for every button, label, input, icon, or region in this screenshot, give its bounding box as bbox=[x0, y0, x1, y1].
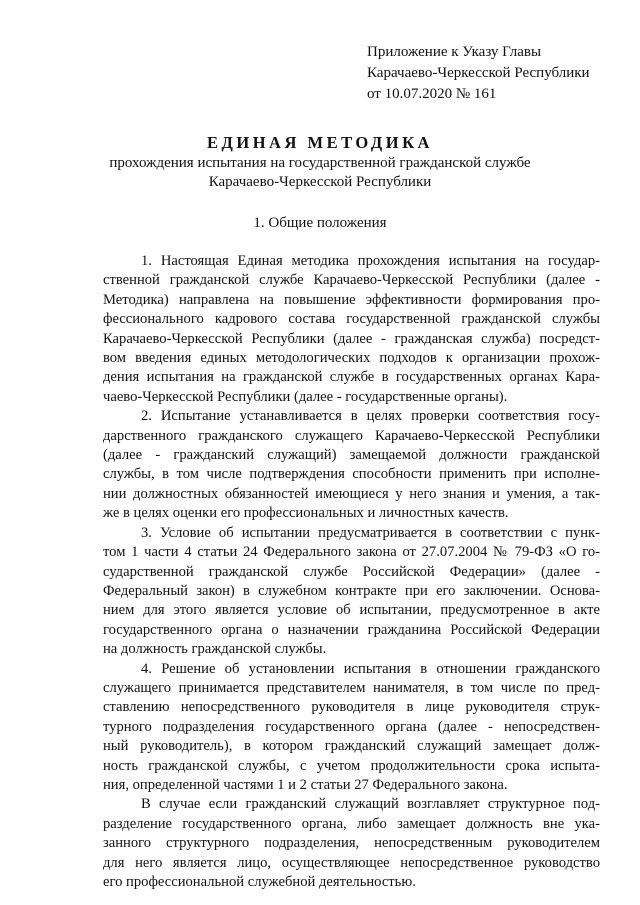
paragraph-line: 4. Решение об установлении испытания в отношении гражданского bbox=[141, 660, 600, 677]
paragraph bbox=[103, 795, 600, 892]
paragraph-line: же в целях оценки его профессиональных и личностных качеств. bbox=[103, 505, 509, 522]
paragraph-line: 3. Условие об испытании предусматривается в соответствии с пунк- bbox=[141, 524, 600, 541]
paragraph-line: ственной гражданской службе Карачаево-Черкесской Республики (далее - bbox=[103, 272, 600, 289]
paragraph-line: его профессиональной служебной деятельностью. bbox=[103, 874, 416, 890]
paragraph-line: ния, определенной частями 1 и 2 статьи 27 Федерального закона. bbox=[103, 776, 508, 793]
paragraph-line: 1. Настоящая Единая методика прохождения испытания на государ- bbox=[141, 253, 600, 269]
paragraph-line: нии должностных обязанностей имеющиеся у него знания и умения, а так- bbox=[103, 485, 600, 502]
annex-line: Карачаево-Черкесской Республики bbox=[367, 65, 590, 81]
annex-line: Приложение к Указу Главы bbox=[367, 44, 542, 60]
document-body bbox=[103, 252, 600, 892]
paragraph-line: нием для этого является условие об испытании, предусмотренное в акте bbox=[103, 602, 600, 619]
paragraph-line: том 1 части 4 статьи 24 Федерального закона от 27.07.2004 № 79-ФЗ «О го- bbox=[103, 544, 600, 561]
paragraph bbox=[103, 524, 600, 660]
annex-reference bbox=[367, 42, 617, 105]
paragraph-line: дарственного гражданского служащего Карачаево-Черкесской Республики bbox=[103, 427, 600, 444]
paragraph-line: ный руководитель), в котором гражданский служащий замещает долж- bbox=[103, 738, 600, 755]
paragraph-line: ность гражданской службы, с учетом продолжительности срока испыта- bbox=[103, 757, 600, 774]
paragraph-line: Федеральный закон) в служебном контракте при его заключении. Основа- bbox=[103, 582, 600, 599]
paragraph bbox=[103, 407, 600, 523]
document-title-block bbox=[0, 132, 640, 192]
paragraph-line: службы, в том числе подтверждения способности применить при исполне- bbox=[103, 466, 600, 483]
paragraph-line: государственного органа о назначении гражданина Российской Федерации bbox=[103, 621, 600, 638]
paragraph-line: дения испытания на гражданской службе в государственных органах Кара- bbox=[103, 369, 600, 386]
paragraph-line: ставлению непосредственного руководителя в лице руководителя струк- bbox=[103, 699, 600, 716]
paragraph-line: разделение государственного органа, либо замещает должность вне ука- bbox=[103, 815, 600, 832]
paragraph-line: турного подразделения государственного органа (далее - непосредствен- bbox=[103, 718, 600, 735]
document-title: ЕДИНАЯ МЕТОДИКА bbox=[207, 133, 433, 152]
section-heading: 1. Общие положения bbox=[253, 215, 387, 231]
paragraph-line: сударственной гражданской службе Российской Федерации» (далее - bbox=[103, 563, 600, 580]
paragraph-line: чаево-Черкесской Республики (далее - государственные органы). bbox=[103, 388, 508, 405]
paragraph-line: В случае если гражданский служащий возглавляет структурное под- bbox=[141, 796, 600, 813]
paragraph bbox=[103, 252, 600, 407]
paragraph-line: 2. Испытание устанавливается в целях проверки соответствия госу- bbox=[141, 408, 600, 425]
annex-line: от 10.07.2020 № 161 bbox=[367, 86, 497, 102]
paragraph-line: для него является лицо, осуществляющее непосредственное руководство bbox=[103, 854, 600, 871]
paragraph-line: вом введения единых методологических подходов к организации прохож- bbox=[103, 350, 600, 367]
paragraph-line: (далее - гражданский служащий) замещаемой должности гражданской bbox=[103, 447, 600, 464]
document-subtitle-line: прохождения испытания на государственной гражданской службе bbox=[109, 155, 531, 171]
paragraph-line: занного структурного подразделения, непосредственным руководителем bbox=[103, 835, 600, 852]
document-subtitle-line: Карачаево-Черкесской Республики bbox=[208, 174, 432, 190]
paragraph-line: на должность гражданской службы. bbox=[103, 641, 327, 658]
paragraph-line: служащего принимается представителем нанимателя, в том числе по пред- bbox=[103, 679, 600, 696]
paragraph-line: Карачаево-Черкесской Республики (далее - гражданская служба) посредст- bbox=[103, 330, 600, 347]
paragraph bbox=[103, 660, 600, 796]
paragraph-line: Методика) направлена на повышение эффективности формирования про- bbox=[103, 291, 600, 308]
paragraph-line: фессионального кадрового состава государственной гражданской службы bbox=[103, 311, 600, 328]
